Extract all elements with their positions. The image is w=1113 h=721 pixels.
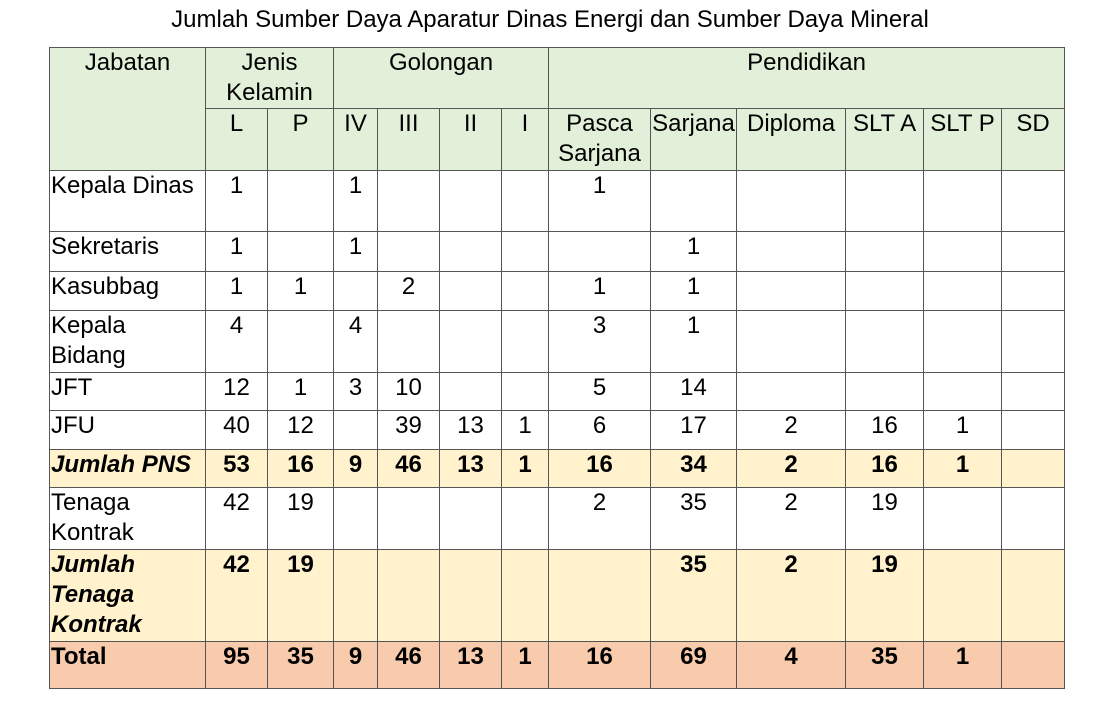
table-cell [737,373,846,411]
header-jabatan: Jabatan [50,48,206,171]
table-cell: 34 [651,450,737,488]
table-cell [1002,488,1065,550]
subheader-sarjana: Sarjana [651,109,737,171]
table-cell [1002,450,1065,488]
table-cell [1002,373,1065,411]
table-cell: 35 [846,642,924,689]
table-cell: 19 [268,550,334,642]
table-cell [846,232,924,272]
table-cell: 53 [206,450,268,488]
row-label: Kepala Bidang [50,311,206,373]
table-cell: 4 [334,311,378,373]
table-cell: 1 [549,171,651,232]
subheader-slta: SLT A [846,109,924,171]
table-cell: 4 [737,642,846,689]
table-cell: 14 [651,373,737,411]
row-label: Total [50,642,206,689]
table-cell: 42 [206,550,268,642]
table-cell [846,311,924,373]
table-cell [502,272,549,311]
table-row [50,272,1065,311]
subheader-l: L [206,109,268,171]
subheader-ii: II [440,109,502,171]
table-cell: 1 [924,411,1002,450]
table-cell: 16 [549,450,651,488]
table-cell: 1 [206,232,268,272]
row-label: JFT [50,373,206,411]
table-cell [378,311,440,373]
row-label: Tenaga Kontrak [50,488,206,550]
table-cell [440,488,502,550]
table-cell [440,373,502,411]
table-cell: 1 [502,450,549,488]
table-cell [502,171,549,232]
table-cell: 19 [268,488,334,550]
table-cell: 16 [268,450,334,488]
table-cell: 1 [268,373,334,411]
table-cell: 19 [846,550,924,642]
table-cell [378,488,440,550]
table-cell: 3 [549,311,651,373]
table-cell [378,550,440,642]
table-cell [440,311,502,373]
table-cell: 2 [549,488,651,550]
table-row [50,311,1065,373]
table-cell: 10 [378,373,440,411]
table-cell: 6 [549,411,651,450]
table-cell: 16 [846,450,924,488]
table-cell: 35 [651,550,737,642]
table-cell [924,171,1002,232]
table-cell [502,232,549,272]
table-cell: 1 [924,642,1002,689]
table-cell [378,232,440,272]
table-cell [334,488,378,550]
table-cell: 42 [206,488,268,550]
subheader-pasca-sarjana: Pasca Sarjana [549,109,651,171]
row-label: Kepala Dinas [50,171,206,232]
table-cell: 12 [268,411,334,450]
table-cell [268,311,334,373]
table-cell: 1 [549,272,651,311]
table-cell [924,373,1002,411]
table-cell [737,232,846,272]
row-label: Kasubbag [50,272,206,311]
table-cell: 1 [334,232,378,272]
header-golongan: Golongan [334,48,549,109]
table-cell: 2 [737,550,846,642]
table-cell: 16 [846,411,924,450]
table-cell: 4 [206,311,268,373]
table-cell: 1 [502,642,549,689]
table-cell [440,550,502,642]
table-cell [924,488,1002,550]
table-cell [1002,642,1065,689]
table-row [50,232,1065,272]
table-cell: 69 [651,642,737,689]
table-cell: 1 [502,411,549,450]
table-cell [549,550,651,642]
table-cell: 1 [651,232,737,272]
table-cell [924,232,1002,272]
table-cell: 2 [737,450,846,488]
table-cell [846,171,924,232]
table-title: Jumlah Sumber Daya Aparatur Dinas Energi dan Sumber Daya Mineral [171,6,929,33]
staff-table [49,47,1065,689]
table-cell [924,550,1002,642]
table-cell: 2 [737,411,846,450]
table-cell [440,272,502,311]
table-cell [846,272,924,311]
table-row [50,411,1065,450]
table-cell: 5 [549,373,651,411]
table-cell [502,550,549,642]
table-cell [1002,411,1065,450]
table-cell: 16 [549,642,651,689]
table-cell [334,272,378,311]
table-cell [440,171,502,232]
table-cell: 46 [378,642,440,689]
table-cell: 13 [440,642,502,689]
table-cell [502,311,549,373]
header-pendidikan: Pendidikan [549,48,1065,109]
table-cell [334,411,378,450]
table-cell: 35 [651,488,737,550]
table-cell: 12 [206,373,268,411]
subheader-diploma: Diploma [737,109,846,171]
table-cell [268,232,334,272]
table-cell [549,232,651,272]
table-row [50,488,1065,550]
table-cell [334,550,378,642]
table-cell: 1 [206,171,268,232]
table-cell [1002,171,1065,232]
row-label: Jumlah Tenaga Kontrak [50,550,206,642]
table-row [50,450,1065,488]
table-cell [440,232,502,272]
table-cell: 1 [924,450,1002,488]
subheader-iv: IV [334,109,378,171]
table-cell: 1 [268,272,334,311]
header-jenis-kelamin: Jenis Kelamin [206,48,334,109]
subheader-i: I [502,109,549,171]
table-cell [502,488,549,550]
table-cell: 1 [651,272,737,311]
subheader-iii: III [378,109,440,171]
row-label: Sekretaris [50,232,206,272]
table-cell: 1 [206,272,268,311]
table-cell: 95 [206,642,268,689]
table-cell [502,373,549,411]
subheader-sd: SD [1002,109,1065,171]
table-cell: 39 [378,411,440,450]
row-label: JFU [50,411,206,450]
table-cell [737,272,846,311]
table-cell [737,311,846,373]
table-cell: 2 [378,272,440,311]
table-row [50,642,1065,689]
table-cell [924,311,1002,373]
table-cell: 2 [737,488,846,550]
subheader-sltp: SLT P [924,109,1002,171]
table-cell: 46 [378,450,440,488]
table-cell: 13 [440,450,502,488]
table-cell: 17 [651,411,737,450]
table-cell: 9 [334,642,378,689]
table-row [50,171,1065,232]
table-cell: 13 [440,411,502,450]
table-cell [1002,311,1065,373]
table-cell: 1 [651,311,737,373]
table-cell: 1 [334,171,378,232]
table-cell: 35 [268,642,334,689]
table-row [50,373,1065,411]
table-cell: 9 [334,450,378,488]
table-cell [1002,550,1065,642]
table-row [50,550,1065,642]
row-label: Jumlah PNS [50,450,206,488]
table-cell [846,373,924,411]
table-cell [651,171,737,232]
table-cell: 3 [334,373,378,411]
table-cell [1002,272,1065,311]
subheader-p: P [268,109,334,171]
table-cell [268,171,334,232]
table-cell: 19 [846,488,924,550]
table-cell [378,171,440,232]
table-cell [924,272,1002,311]
table-cell: 40 [206,411,268,450]
table-cell [1002,232,1065,272]
table-cell [737,171,846,232]
